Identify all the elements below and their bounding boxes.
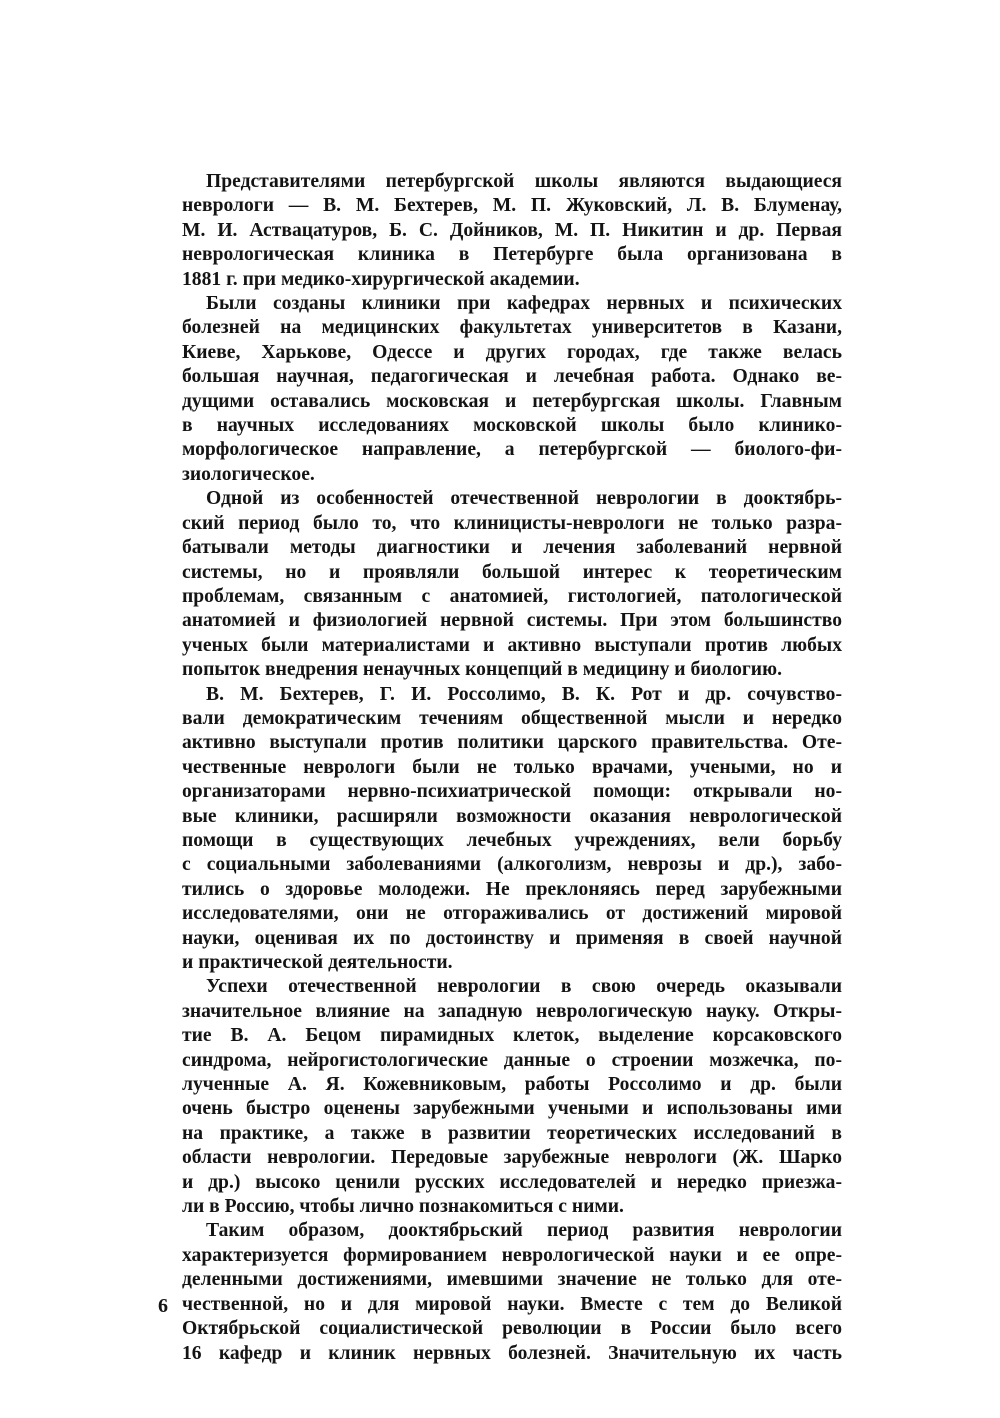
text-line: тились о здоровье молодежи. Не преклоняясь перед зарубежными (182, 878, 842, 900)
paragraph (158, 170, 842, 292)
text-line: синдрома, нейрогистологические данные о строении мозжечка, по- (182, 1049, 842, 1071)
text-line: вали демократическим течениям общественной мысли и нередко (182, 707, 842, 729)
body-text (158, 170, 842, 1366)
text-line: Одной из особенностей отечественной неврологии в дооктябрь- (206, 488, 842, 510)
text-line: исследователями, они не отгораживались от достижений мировой (182, 903, 842, 925)
text-line: Таким образом, дооктябрьский период развития неврологии (206, 1220, 842, 1242)
text-line: активно выступали против политики царского правительства. Оте- (182, 732, 842, 754)
text-line: попыток внедрения ненаучных концепций в медицину и биологию. (182, 659, 782, 681)
text-line: болезней на медицинских факультетах университетов в Казани, (182, 317, 842, 339)
text-line: деленными достижениями, имевшими значение не только для оте- (182, 1269, 842, 1291)
paragraph (158, 683, 842, 976)
text-line: характеризуется формированием неврологической науки и ее опре- (182, 1244, 842, 1266)
text-line: на практике, а также в развитии теоретических исследований в (182, 1122, 842, 1144)
text-line: и др.) высоко ценили русских исследователей и нередко приезжа- (182, 1171, 842, 1193)
text-line: морфологическое направление, а петербургской — биолого-фи- (182, 439, 842, 461)
text-line: М. И. Аствацатуров, Б. С. Дойников, М. П. Никитин и др. Первая (182, 219, 842, 241)
text-line: Представителями петербургской школы являются выдающиеся (206, 171, 842, 192)
text-line: 1881 г. при медико-хирургической академии. (182, 268, 580, 290)
text-line: тие В. А. Бецом пирамидных клеток, выделение корсаковского (182, 1025, 842, 1047)
text-line: неврологи — В. М. Бехтерев, М. П. Жуковский, Л. В. Блуменау, (182, 195, 842, 217)
text-line: в научных исследованиях московской школы было клинико- (182, 415, 842, 437)
text-line: помощи в существующих лечебных учреждениях, вели борьбу (182, 829, 842, 851)
text-line: значительное влияние на западную неврологическую науку. Откры- (182, 1000, 842, 1022)
text-line: неврологическая клиника в Петербурге была организована в (182, 244, 842, 266)
paragraph (158, 975, 842, 1219)
text-line: В. М. Бехтерев, Г. И. Россолимо, В. К. Рот и др. сочувство- (206, 683, 842, 705)
paragraph (158, 487, 842, 682)
paragraph (158, 1219, 842, 1365)
text-line: чественные неврологи были не только врачами, учеными, но и (182, 756, 842, 778)
text-line: ли в Россию, чтобы лично познакомиться с ними. (182, 1196, 624, 1218)
text-line: зиологическое. (182, 463, 315, 485)
text-line: 16 кафедр и клиник нервных болезней. Значительную их часть (182, 1342, 842, 1364)
text-line: большая научная, педагогическая и лечебная работа. Однако ве- (182, 366, 842, 388)
text-line: анатомией и физиологией нервной системы. При этом большинство (182, 610, 842, 632)
text-line: очень быстро оценены зарубежными учеными и использованы ими (182, 1098, 842, 1120)
text-line: проблемам, связанным с анатомией, гистологией, патологической (182, 585, 842, 607)
text-line: системы, но и проявляли большой интерес к теоретическим (182, 561, 842, 583)
text-line: чественной, но и для мировой науки. Вместе с тем до Великой (182, 1293, 842, 1315)
text-line: батывали методы диагностики и лечения заболеваний нервной (182, 537, 842, 559)
text-line: вые клиники, расширяли возможности оказания неврологической (182, 805, 842, 827)
text-line: дущими оставались московская и петербургская школы. Главным (182, 390, 842, 412)
text-line: ученых были материалистами и активно выступали против любых (182, 634, 842, 656)
paragraph (158, 292, 842, 487)
text-line: ский период было то, что клиницисты-неврологи не только разра- (182, 512, 842, 534)
text-line: Киеве, Харькове, Одессе и других городах, где также велась (182, 341, 842, 363)
text-line: Октябрьской социалистической революции в России было всего (182, 1318, 842, 1340)
text-line: науки, оценивая их по достоинству и применяя в своей научной (182, 927, 842, 949)
text-line: Успехи отечественной неврологии в свою очередь оказывали (206, 976, 842, 998)
text-line: организаторами нервно-психиатрической помощи: открывали но- (182, 781, 842, 803)
text-line: с социальными заболеваниями (алкоголизм, неврозы и др.), забо- (182, 854, 842, 876)
text-line: Были созданы клиники при кафедрах нервных и психических (206, 293, 842, 315)
text-line: области неврологии. Передовые зарубежные неврологи (Ж. Шарко (182, 1147, 842, 1169)
text-line: лученные А. Я. Кожевниковым, работы Россолимо и др. были (182, 1074, 842, 1096)
page-number: 6 (158, 1295, 168, 1317)
text-line: и практической деятельности. (182, 952, 453, 973)
